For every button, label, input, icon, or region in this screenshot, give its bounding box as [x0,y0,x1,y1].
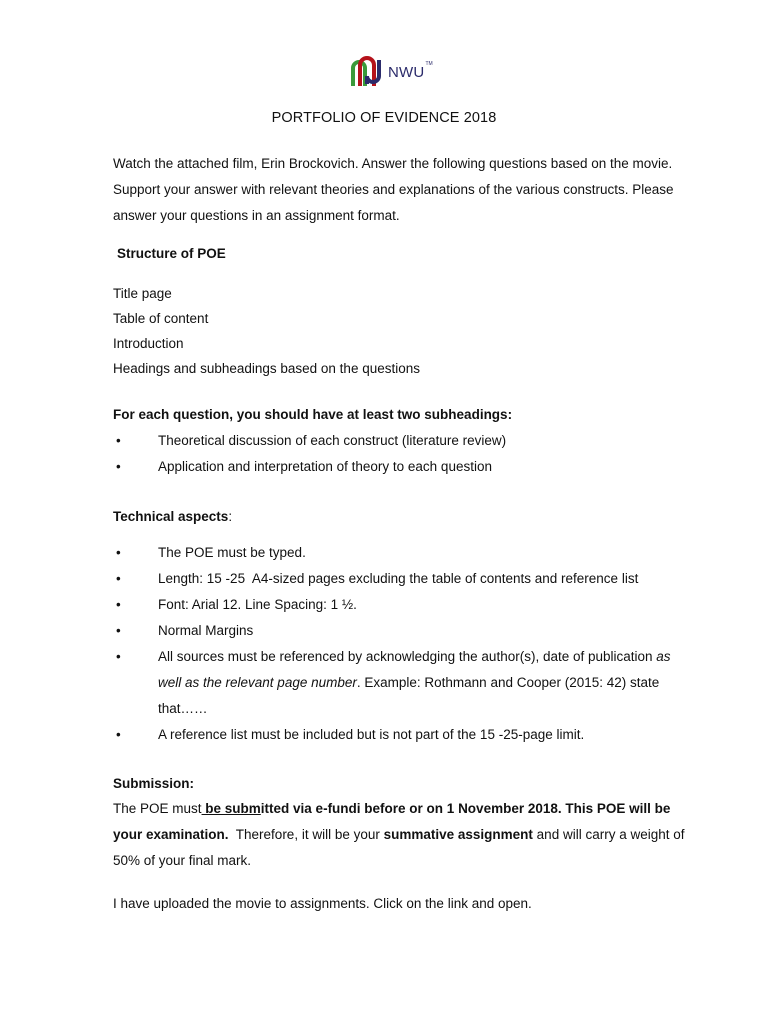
submission-line: 50% of your final mark. [113,853,252,868]
submission-bold: your examination. [113,827,229,842]
list-item-text: Font: Arial 12. Line Spacing: 1 ½. [158,597,357,612]
technical-list [113,540,671,748]
list-item [113,592,653,618]
submission-line [113,822,685,848]
technical-heading-text: Technical aspects [113,509,229,524]
list-item [113,540,653,566]
list-item [113,644,671,722]
document-title: PORTFOLIO OF EVIDENCE 2018 [271,110,497,126]
technical-heading-colon: : [228,509,233,524]
submission-line [113,796,671,822]
list-item-text: Application and interpretation of theory to each question [158,459,492,474]
list-item-text: Normal Margins [158,623,254,638]
list-item [113,618,653,644]
intro-line: Watch the attached film, Erin Brockovich. Answer the following questions based on the movie. [113,156,673,171]
logo-trademark: TM [425,61,433,67]
bullet-icon: • [116,727,121,742]
list-item-text-line [158,670,660,696]
list-item-text: A reference list must be included but is not part of the 15 -25-page limit. [158,727,585,742]
nwu-logo [350,56,433,88]
submission-underlined: be subm [201,801,261,816]
bullet-icon: • [116,571,121,586]
list-item-text: Length: 15 -25 A4-sized pages excluding the table of contents and reference list [158,571,639,586]
list-item-text-line [158,644,671,670]
bullet-icon: • [116,623,121,638]
bullet-icon: • [116,649,121,664]
upload-note: I have uploaded the movie to assignments. Click on the link and open. [113,896,532,911]
technical-heading [113,509,653,524]
each-question-heading: For each question, you should have at least two subheadings: [113,407,513,422]
structure-item: Introduction [113,336,184,351]
intro-line: answer your questions in an assignment format. [113,208,400,223]
submission-heading: Submission: [113,776,195,791]
structure-item: Title page [113,286,172,301]
submission-bold: itted via e-fundi before or on 1 November 2018. This POE will be [260,801,671,816]
bullet-icon: • [116,545,121,560]
intro-line: Support your answer with relevant theories and explanations of the various constructs. Please [113,182,674,197]
logo-text: NWU [388,63,425,81]
bullet-icon: • [116,433,121,448]
structure-heading: Structure of POE [117,246,226,261]
submission-text: The POE must [113,801,202,816]
list-item [113,454,653,480]
sources-text: All sources must be referenced by acknowledging the author(s), date of publication [158,649,657,664]
structure-item: Headings and subheadings based on the questions [113,361,420,376]
list-item-text-line: that…… [158,701,208,716]
bullet-icon: • [116,459,121,474]
list-item-text: Theoretical discussion of each construct (literature review) [158,433,507,448]
list-item-text: The POE must be typed. [158,545,306,560]
structure-list [113,281,653,381]
list-item [113,428,653,454]
structure-item: Table of content [113,311,209,326]
submission-bold: summative assignment [383,827,533,842]
sources-text: . Example: Rothmann and Cooper (2015: 42) state [356,675,660,690]
nwu-emblem-icon [350,56,384,88]
bullet-icon: • [116,597,121,612]
list-item [113,566,653,592]
submission-paragraph [113,796,685,874]
list-item [113,722,653,748]
submission-text: and will carry a weight of [532,827,685,842]
each-question-list [113,428,653,480]
sources-italic: as [656,649,671,664]
sources-italic: well as the relevant page number [158,675,357,690]
intro-paragraph [113,151,674,229]
submission-text: Therefore, it will be your [228,827,384,842]
